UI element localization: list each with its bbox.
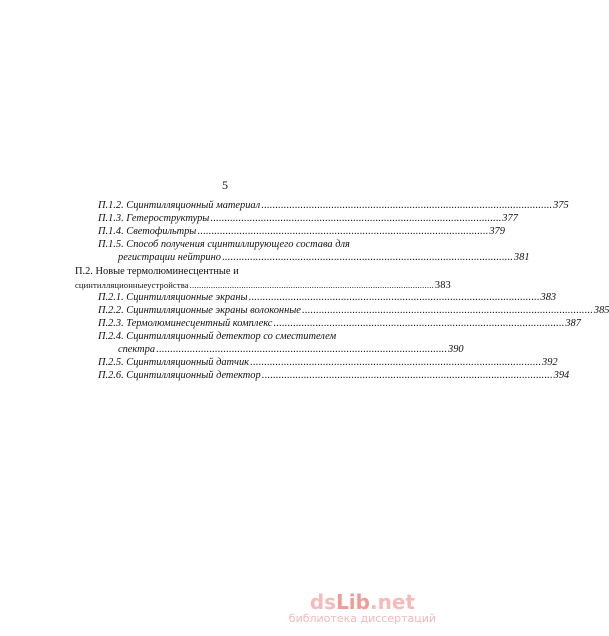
toc-entry xyxy=(98,356,558,370)
toc-entry-title: П.2.2. Сцинтилляционные экраны волоконные xyxy=(98,305,301,316)
toc-section-heading xyxy=(75,265,382,279)
toc-leader-dots: ........................................................................................................ xyxy=(156,344,448,355)
toc-entry xyxy=(98,212,518,226)
toc-entry-page: 381 xyxy=(513,252,530,263)
toc-entry xyxy=(98,225,505,239)
toc-entry-title: П.1.5. Способ получения сцинтиллирующего состава для xyxy=(98,239,350,250)
logo-part-lib: Lib xyxy=(336,590,370,614)
toc-entry-continuation xyxy=(118,343,464,357)
toc-entry-page: 394 xyxy=(553,370,570,381)
watermark-subtitle: библиотека диссертаций xyxy=(288,612,436,625)
page-number: 5 xyxy=(222,178,228,192)
toc-entry xyxy=(98,369,570,383)
toc-leader-dots: ........................................................................................................ xyxy=(210,213,502,224)
toc-entry-title: П.2.1. Сцинтилляционные экраны xyxy=(98,292,248,303)
toc-entry-title: П.2.3. Термолюминесцентный комплекс xyxy=(98,318,273,329)
toc-entry-page: 385 xyxy=(593,305,609,316)
toc-entry-page: 392 xyxy=(542,357,558,368)
toc-entry-title: спектра xyxy=(118,344,156,355)
toc-leader-dots: ........................................................................................................ xyxy=(197,226,489,237)
toc-leader-dots: ........................................................................................................ xyxy=(261,200,553,211)
watermark xyxy=(289,592,436,626)
toc-entry-page: 387 xyxy=(565,318,581,329)
toc-entry-title: П.2.6. Сцинтилляционный детектор xyxy=(98,370,261,381)
toc-entry-title: П.2.5. Сцинтилляционный датчик xyxy=(98,357,250,368)
toc-entry-title: сцинтилляционныеустройства xyxy=(75,280,189,290)
toc-entry xyxy=(98,291,557,305)
toc-entry xyxy=(98,330,382,344)
dslib-logo xyxy=(289,592,436,612)
toc-entry-page: 377 xyxy=(502,213,518,224)
toc-leader-dots: ........................................................................................................ xyxy=(250,357,542,368)
toc-entry-page: 383 xyxy=(434,280,451,291)
toc-entry-page: 375 xyxy=(553,200,569,211)
toc-entry-page: 390 xyxy=(448,344,464,355)
logo-part-ds: ds xyxy=(309,590,337,614)
toc-entry-title: П.2.4. Сцинтилляционный детектор со сместителем xyxy=(98,331,337,342)
toc-leader-dots: ........................................................................................................ xyxy=(301,305,593,316)
toc-entry xyxy=(98,199,569,213)
toc-entry-page: 383 xyxy=(540,292,557,303)
toc-entry-title: регистрации нейтрино xyxy=(118,252,221,263)
toc-entry xyxy=(98,317,581,331)
toc-entry xyxy=(98,304,609,318)
toc-entry-continuation xyxy=(75,278,451,292)
toc-entry-continuation xyxy=(118,251,530,265)
toc-entry xyxy=(98,238,382,252)
toc-leader-dots: ........................................................................................................ xyxy=(221,252,513,263)
toc-leader-dots: ........................................................................................................ xyxy=(273,318,565,329)
toc-leader-dots: ........................................................................................................ xyxy=(248,292,540,303)
toc-entry-title: П.1.2. Сцинтилляционный материал xyxy=(98,200,261,211)
toc-entry-title: П.1.4. Светофильтры xyxy=(98,226,197,237)
toc-entry-page: 379 xyxy=(489,226,505,237)
toc-entry-title: П.1.3. Гетероструктуры xyxy=(98,213,210,224)
toc-leader-dots: ........................................................................................................ xyxy=(261,370,553,381)
toc-entry-title: П.2. Новые термолюминесцентные и xyxy=(75,266,239,277)
toc-leader-dots: ........................................................................................................ xyxy=(189,280,434,290)
logo-part-net: .net xyxy=(369,590,415,614)
